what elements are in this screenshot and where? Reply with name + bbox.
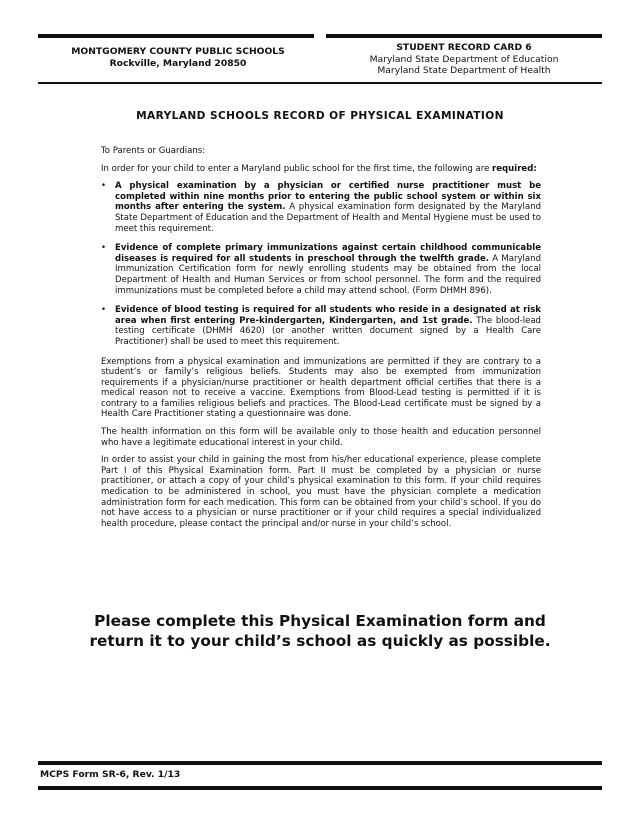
requirement-item [101,305,541,347]
requirement-text: The blood-lead testing certificate (DHMH 4620) (or another written document signed by a Health Care Practitioner) shall be used to meet this requirement. [115,315,541,347]
instructions-paragraph: In order to assist your child in gaining the most from his/her educational experience, please complete Part I of this Physical Examination form. Part II must be completed by a physician or nurse practitioner, or attach a copy of your child’s physical examination to this form. If your child requires medication to be administered in school, you must have the physician complete a medication administration form for each medication. This form can be obtained from your child’s school. If you do not have access to a physician or nurse practitioner or if your child requires a special individualized health procedure, please contact the principal and/or nurse in your child’s school. [101,455,541,529]
intro-text: In order for your child to enter a Maryland public school for the first time, the following are [101,163,490,174]
footer-rule-top [38,761,602,765]
school-name-block [40,46,316,70]
requirement-bold: Evidence of blood testing is required for all students who reside in a designated at risk area when first entering Pre-kindergarten, Kindergarten, and 1st grade. [115,305,541,326]
dept-education: Maryland State Department of Education [369,53,559,65]
cta-line-2: return it to your child’s school as quickly as possible. [89,632,551,650]
dept-health: Maryland State Department of Health [377,65,551,76]
header-rule-left [38,34,314,38]
exemptions-paragraph: Exemptions from a physical examination and immunizations are permitted if they are contrary to a student’s or family’s religious beliefs. Students may also be exempted from immunization requirements if a physician/nurse practitioner or health department official certifies that there is a medical reason not to receive a vaccine. Exemptions from Blood-Lead testing is permitted if it is contrary to a families religious beliefs and practices. The Blood-Lead certificate must be signed by a Health Care Practitioner stating a questionnaire was done. [101,356,541,420]
bullet-icon: • [101,305,107,316]
requirement-item [101,181,541,234]
letter-body [101,146,541,536]
cta-line-1: Please complete this Physical Examination form and [94,612,546,630]
header-rule-bottom [38,82,602,84]
intro-required: required: [492,163,537,174]
school-name: MONTGOMERY COUNTY PUBLIC SCHOOLS [71,46,285,57]
form-number: MCPS Form SR-6, Rev. 1/13 [40,769,181,780]
record-card-block [326,42,602,77]
requirement-text: A Maryland Immunization Certification form for newly enrolling students may be obtained from the local Department of Health and Human Services or from school personnel. The form and the required immunizations must be completed before a child may attend school. (Form DHMH 896). [115,253,541,296]
requirement-text: A physical examination form designated by the Maryland State Department of Education and the Department of Health and Mental Hygiene must be used to meet this requirement. [115,202,542,234]
bullet-icon: • [101,181,107,192]
privacy-paragraph: The health information on this form will be available only to those health and education personnel who have a legitimate educational interest in your child. [101,427,541,448]
requirements-list [101,181,541,347]
page-title: MARYLAND SCHOOLS RECORD OF PHYSICAL EXAMINATION [136,110,504,122]
greeting: To Parents or Guardians: [101,146,206,156]
footer-rule-bottom [38,786,602,790]
requirement-item [101,243,541,296]
requirement-bold: A physical examination by a physician or certified nurse practitioner must be completed within nine months prior to entering the public school system or within six months after entering the system. [115,181,541,213]
intro-paragraph [101,164,541,175]
call-to-action [0,611,640,651]
school-address: Rockville, Maryland 20850 [109,58,247,69]
header-rule-right [326,34,602,38]
record-card-title: STUDENT RECORD CARD 6 [396,42,532,53]
bullet-icon: • [101,243,107,254]
requirement-bold: Evidence of complete primary immunizations against certain childhood communicable diseases is required for all students in preschool through the twelfth grade. [115,243,541,264]
